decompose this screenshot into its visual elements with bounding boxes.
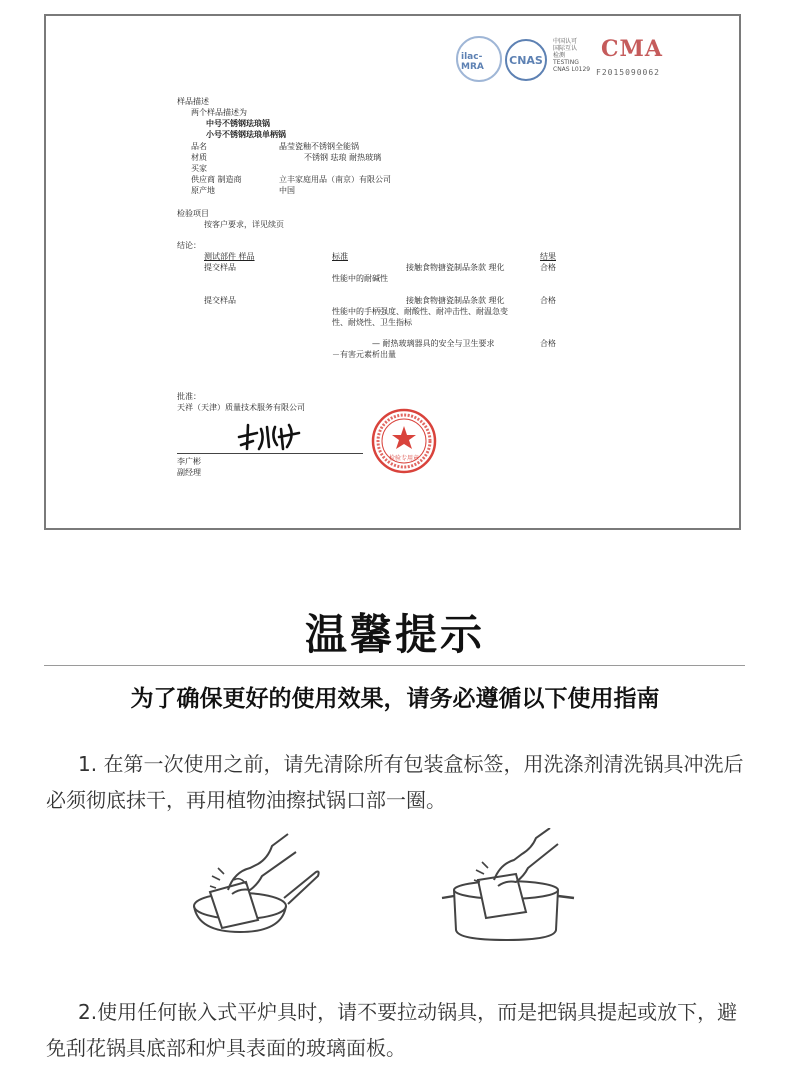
row-result: 合格 bbox=[540, 339, 556, 348]
company-seal bbox=[371, 408, 437, 474]
conclusion-title: 结论： bbox=[177, 241, 201, 250]
table-header-result: 结果 bbox=[540, 252, 556, 261]
field-label: 原产地 bbox=[191, 186, 215, 195]
test-items-title: 检验项目 bbox=[177, 209, 209, 218]
field-value: 不锈钢 珐琅 耐热玻璃 bbox=[304, 153, 382, 162]
svg-text:检验专用章: 检验专用章 bbox=[388, 455, 420, 462]
accreditation-logos bbox=[456, 32, 716, 92]
row-part: 提交样品 bbox=[204, 296, 236, 305]
table-header-standard: 标准 bbox=[332, 252, 348, 261]
tips-subtitle: 为了确保更好的使用效果，请务必遵循以下使用指南 bbox=[130, 686, 660, 712]
field-label: 供应商 制造商 bbox=[191, 175, 242, 184]
row-standard: 性、耐烧性、卫生指标 bbox=[332, 318, 412, 327]
cnas-caption: 中国认可 国际互认 检测 TESTING CNAS L0129 bbox=[553, 38, 591, 73]
sample-section-title: 样品描述 bbox=[177, 97, 209, 106]
pot-wiping-illustration bbox=[438, 828, 583, 943]
handwritten-signature bbox=[231, 419, 311, 455]
instruction-step-2: 2.使用任何嵌入式平炉具时，请不要拉动锅具，而是把锅具提起或放下，避免刮花锅具底部和炉具表面的玻璃面板。 bbox=[46, 1000, 738, 1060]
row-part: 提交样品 bbox=[204, 263, 236, 272]
signature-line bbox=[177, 453, 363, 454]
pan-wiping-illustration bbox=[188, 828, 323, 938]
cma-logo: CMA bbox=[601, 36, 663, 62]
row-result: 合格 bbox=[540, 263, 556, 272]
row-standard: 性能中的手柄强度、耐酸性、耐冲击性、耐温急变 bbox=[332, 307, 508, 316]
title-divider bbox=[44, 665, 745, 666]
company-name: 天祥（天津）质量技术服务有限公司 bbox=[177, 403, 305, 412]
field-label: 品名 bbox=[191, 142, 207, 151]
field-value: 晶莹瓷釉不锈钢全能锅 bbox=[279, 142, 359, 151]
row-standard: 接触食物搪瓷制品条款 理化 bbox=[406, 263, 505, 272]
row-standard: －有害元素析出量 bbox=[332, 350, 396, 359]
approval-title: 批准： bbox=[177, 392, 201, 401]
field-value: 立丰家庭用品（南京）有限公司 bbox=[279, 175, 391, 184]
tips-title: 温馨提示 bbox=[304, 610, 485, 659]
field-label: 材质 bbox=[191, 153, 207, 162]
cnas-logo bbox=[504, 38, 548, 82]
row-standard: 性能中的耐碱性 bbox=[332, 274, 388, 283]
row-standard: 接触食物搪瓷制品条款 理化 bbox=[406, 296, 505, 305]
signer-name: 李广彬 bbox=[177, 457, 201, 466]
sample-desc-label: 两个样品描述为 bbox=[191, 108, 247, 117]
row-result: 合格 bbox=[540, 296, 556, 305]
signer-title: 副经理 bbox=[177, 468, 201, 477]
cma-code: F2015090062 bbox=[596, 68, 660, 77]
table-header-part: 测试部件 样品 bbox=[204, 252, 255, 261]
field-label: 买家 bbox=[191, 164, 207, 173]
field-value: 中国 bbox=[279, 186, 295, 195]
ilac-mra-logo: ilac-MRA bbox=[456, 36, 502, 82]
svg-text:CNAS: CNAS bbox=[509, 54, 543, 67]
instruction-step-1: 1. 在第一次使用之前，请先清除所有包装盒标签，用洗涤剂清洗锅具冲洗后必须彻底抹干，再用植物油擦拭锅口部一圈。 bbox=[46, 752, 744, 812]
sample-name: 中号不锈钢珐琅锅 bbox=[206, 118, 270, 128]
test-report-scan bbox=[44, 14, 741, 530]
test-items-value: 按客户要求，详见续页 bbox=[204, 220, 284, 229]
sample-name: 小号不锈钢珐琅单柄锅 bbox=[206, 129, 286, 139]
row-standard: — 耐热玻璃器具的安全与卫生要求 bbox=[372, 339, 495, 348]
